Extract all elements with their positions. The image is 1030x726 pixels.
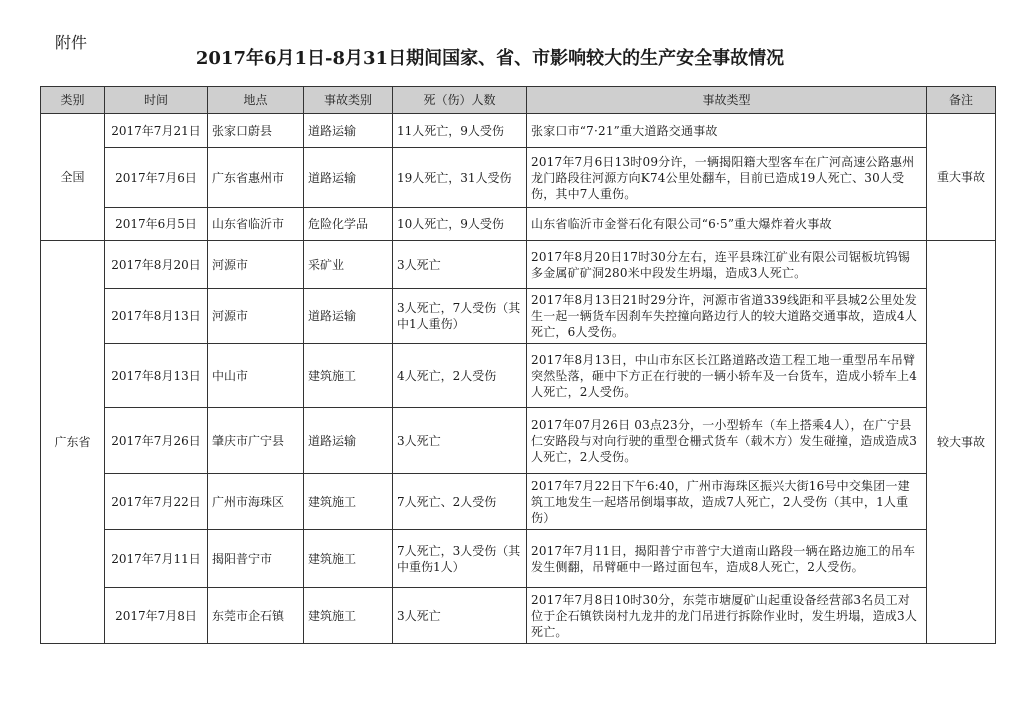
accident-category-cell: 危险化学品 [304,208,393,241]
place-cell: 河源市 [208,289,304,344]
table-row [41,588,996,644]
page-title: 2017年6月1日-8月31日期间国家、省、市影响较大的生产安全事故情况 [195,48,785,69]
table-row [41,208,996,241]
date-cell: 2017年7月22日 [105,474,208,530]
casualties-cell: 3人死亡 [393,408,527,474]
place-cell: 广州市海珠区 [208,474,304,530]
accident-category-cell: 道路运输 [304,408,393,474]
accident-category-cell: 道路运输 [304,289,393,344]
place-cell: 肇庆市广宁县 [208,408,304,474]
header-note: 备注 [927,87,996,114]
table-row [41,530,996,588]
category-cell-national: 全国 [41,114,105,241]
accident-category-cell: 道路运输 [304,148,393,208]
table-row [41,148,996,208]
accident-category-cell: 道路运输 [304,114,393,148]
description-cell: 2017年8月13日21时29分许，河源市省道339线距和平县城2公里处发生一起一辆货车因刹车失控撞向路边行人的较大道路交通事故，造成4人死亡，6人受伤。 [527,289,927,344]
accident-category-cell: 建筑施工 [304,588,393,644]
accident-category-cell: 建筑施工 [304,474,393,530]
place-cell: 张家口蔚县 [208,114,304,148]
description-cell: 2017年7月22日下午6:40，广州市海珠区振兴大街16号中交集团一建筑工地发生一起塔吊倒塌事故，造成7人死亡，2人受伤（其中，1人重伤） [527,474,927,530]
note-cell-national: 重大事故 [927,114,996,241]
date-cell: 2017年7月26日 [105,408,208,474]
casualties-cell: 4人死亡，2人受伤 [393,344,527,408]
accident-table [40,86,996,644]
accident-category-cell: 建筑施工 [304,344,393,408]
place-cell: 广东省惠州市 [208,148,304,208]
casualties-cell: 7人死亡、2人受伤 [393,474,527,530]
attachment-label: 附件 [55,33,88,52]
header-place: 地点 [208,87,304,114]
header-category: 类别 [41,87,105,114]
description-cell: 2017年7月6日13时09分许，一辆揭阳籍大型客车在广河高速公路惠州龙门路段往河源方向K74公里处翻车，目前已造成19人死亡、30人受伤，其中7人重伤。 [527,148,927,208]
date-cell: 2017年7月11日 [105,530,208,588]
casualties-cell: 3人死亡 [393,241,527,289]
description-cell: 2017年8月20日17时30分左右，连平县珠江矿业有限公司锯板坑钨锡多金属矿矿洞280米中段发生坍塌，造成3人死亡。 [527,241,927,289]
accident-category-cell: 建筑施工 [304,530,393,588]
note-cell-guangdong: 较大事故 [927,241,996,644]
table-row [41,408,996,474]
date-cell: 2017年8月13日 [105,289,208,344]
place-cell: 揭阳普宁市 [208,530,304,588]
casualties-cell: 10人死亡，9人受伤 [393,208,527,241]
table-row [41,289,996,344]
casualties-cell: 19人死亡，31人受伤 [393,148,527,208]
header-accident-category: 事故类别 [304,87,393,114]
header-date: 时间 [105,87,208,114]
casualties-cell: 3人死亡，7人受伤（其中1人重伤） [393,289,527,344]
header-casualties: 死（伤）人数 [393,87,527,114]
casualties-cell: 7人死亡，3人受伤（其中重伤1人） [393,530,527,588]
description-cell: 2017年7月8日10时30分，东莞市塘厦矿山起重设备经营部3名员工对位于企石镇铁岗村九龙井的龙门吊进行拆除作业时，发生坍塌，造成3人死亡。 [527,588,927,644]
table-row [41,114,996,148]
date-cell: 2017年7月21日 [105,114,208,148]
date-cell: 2017年8月13日 [105,344,208,408]
description-cell: 张家口市“7·21”重大道路交通事故 [527,114,927,148]
table-row [41,241,996,289]
description-cell: 2017年7月11日，揭阳普宁市普宁大道南山路段一辆在路边施工的吊车发生侧翻，吊臂砸中一路过面包车，造成8人死亡，2人受伤。 [527,530,927,588]
date-cell: 2017年7月8日 [105,588,208,644]
header-accident-type: 事故类型 [527,87,927,114]
casualties-cell: 3人死亡 [393,588,527,644]
date-cell: 2017年7月6日 [105,148,208,208]
date-cell: 2017年6月5日 [105,208,208,241]
casualties-cell: 11人死亡，9人受伤 [393,114,527,148]
description-cell: 山东省临沂市金誉石化有限公司“6·5”重大爆炸着火事故 [527,208,927,241]
description-cell: 2017年8月13日，中山市东区长江路道路改造工程工地一重型吊车吊臂突然坠落，砸中下方正在行驶的一辆小轿车及一台货车，造成小轿车上4人死亡，2人受伤。 [527,344,927,408]
place-cell: 东莞市企石镇 [208,588,304,644]
place-cell: 河源市 [208,241,304,289]
category-cell-guangdong: 广东省 [41,241,105,644]
table-header-row [41,87,996,114]
table-row [41,344,996,408]
description-cell: 2017年07月26日 03点23分，一小型轿车（车上搭乘4人），在广宁县仁安路段与对向行驶的重型仓栅式货车（载木方）发生碰撞，造成造成3人死亡，2人受伤。 [527,408,927,474]
table-row [41,474,996,530]
place-cell: 山东省临沂市 [208,208,304,241]
accident-category-cell: 采矿业 [304,241,393,289]
place-cell: 中山市 [208,344,304,408]
date-cell: 2017年8月20日 [105,241,208,289]
